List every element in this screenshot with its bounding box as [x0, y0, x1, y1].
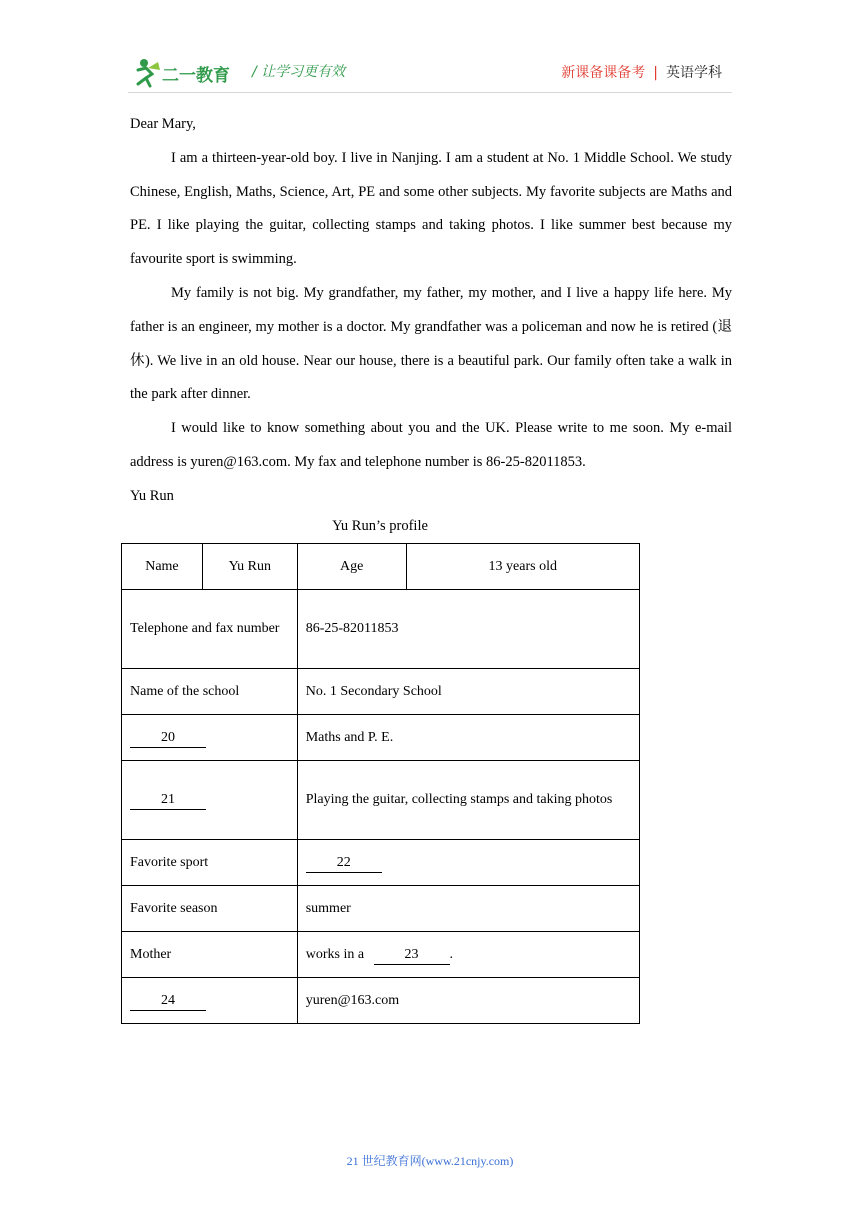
page-footer: 21 世纪教育网(www.21cnjy.com)	[346, 1154, 514, 1168]
table-row	[122, 590, 640, 669]
letter-signature: Yu Run	[130, 487, 174, 504]
season-value: summer	[297, 886, 639, 932]
phone-value: 86-25-82011853	[297, 590, 639, 669]
blank-20-cell	[122, 715, 298, 761]
sport-label: Favorite sport	[122, 840, 298, 886]
blank-21[interactable]: 21	[130, 791, 206, 810]
age-value: 13 years old	[406, 544, 639, 590]
blank-22-cell	[297, 840, 639, 886]
brand-logo	[132, 56, 242, 90]
blank-24-cell	[122, 978, 298, 1024]
prep-label: 新课备课备考	[561, 65, 646, 81]
table-row	[122, 761, 640, 840]
profile-table	[121, 543, 640, 1024]
mother-value	[297, 932, 639, 978]
mother-suffix: .	[449, 946, 454, 962]
table-row	[122, 669, 640, 715]
svg-text:二一教育: 二一教育	[162, 66, 230, 86]
letter	[130, 108, 732, 514]
hobbies-value: Playing the guitar, collecting stamps and taking photos	[297, 761, 639, 840]
slogan: / 让学习更有效	[252, 64, 346, 80]
phone-label: Telephone and fax number	[122, 590, 298, 669]
blank-22[interactable]: 22	[306, 854, 382, 873]
header-divider	[128, 92, 732, 93]
school-value: No. 1 Secondary School	[297, 669, 639, 715]
subjects-value: Maths and P. E.	[297, 715, 639, 761]
name-value: Yu Run	[202, 544, 297, 590]
table-row	[122, 715, 640, 761]
email-value: yuren@163.com	[297, 978, 639, 1024]
blank-24[interactable]: 24	[130, 992, 206, 1011]
letter-paragraph-1: I am a thirteen-year-old boy. I live in Nanjing. I am a student at No. 1 Middle School. We study Chinese, English, Maths, Science, Art, PE and some other subjects. My favorite subjects are Maths and PE. I like playing the guitar, collecting stamps and taking photos. I like summer best because my favourite sport is swimming.	[130, 149, 732, 268]
blank-23[interactable]: 23	[374, 946, 450, 965]
subject-label: 英语学科	[666, 65, 722, 81]
table-row	[122, 932, 640, 978]
mother-prefix: works in a	[305, 946, 365, 962]
season-label: Favorite season	[122, 886, 298, 932]
mother-label: Mother	[122, 932, 298, 978]
profile-caption: Yu Run’s profile	[332, 518, 428, 534]
school-label: Name of the school	[122, 669, 298, 715]
table-row	[122, 978, 640, 1024]
name-label: Name	[122, 544, 203, 590]
page-header	[0, 0, 860, 100]
letter-greeting: Dear Mary,	[130, 116, 196, 132]
table-row	[122, 840, 640, 886]
blank-20[interactable]: 20	[130, 729, 206, 748]
header-separator: |	[653, 65, 658, 81]
letter-paragraph-2: My family is not big. My grandfather, my father, my mother, and I live a happy life here. My father is an engineer, my mother is a doctor. My grandfather was a policeman and now he is retired (退休). We live in an old house. Near our house, there is a beautiful park. Our family often take a walk in the park after dinner.	[130, 284, 732, 403]
blank-21-cell	[122, 761, 298, 840]
age-label: Age	[297, 544, 406, 590]
table-row	[122, 886, 640, 932]
letter-paragraph-3: I would like to know something about you and the UK. Please write to me soon. My e-mail address is yuren@163.com. My fax and telephone number is 86-25-82011853.	[130, 420, 732, 470]
header-right	[561, 62, 722, 82]
table-row	[122, 544, 640, 590]
